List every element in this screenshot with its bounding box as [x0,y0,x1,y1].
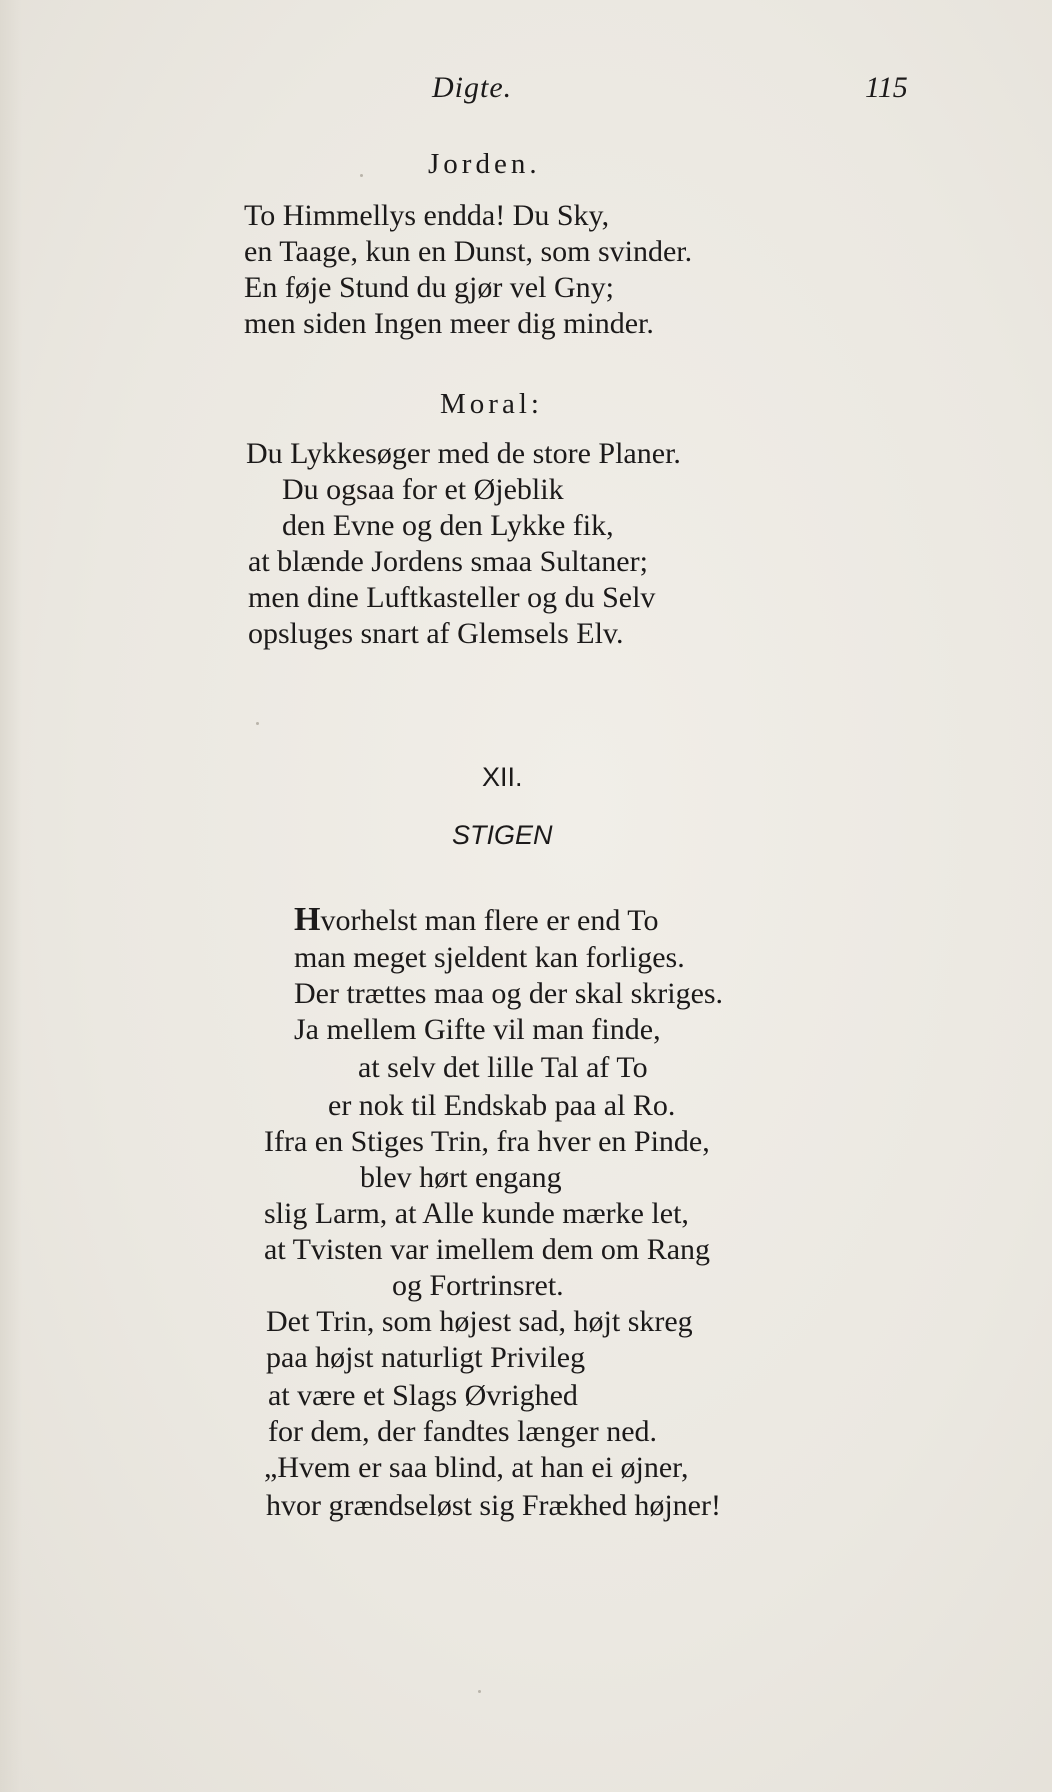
first-line-text: vorhelst man flere er end To [320,904,659,937]
poem-first-line [294,902,659,939]
poem-line: „Hvem er saa blind, at han ei øjner, [264,1451,689,1484]
poem-line: hvor grændseløst sig Frækhed højner! [266,1489,721,1522]
poem-line: Det Trin, som højest sad, højt skreg [266,1305,693,1338]
paper-speck [256,722,259,725]
poem-line: at blænde Jordens smaa Sultaner; [248,545,648,578]
page-number: 115 [865,71,908,104]
poem-line: at selv det lille Tal af To [358,1051,648,1084]
poem-line: er nok til Endskab paa al Ro. [328,1089,676,1122]
poem-line: at være et Slags Øvrighed [268,1379,578,1412]
poem-line: for dem, der fandtes længer ned. [268,1415,658,1448]
running-head: Digte. [432,71,513,104]
poem-number: XII. [482,762,523,792]
poem-title-jorden: Jorden. [428,148,541,180]
poem-line: slig Larm, at Alle kunde mærke let, [264,1197,689,1230]
poem-line: opsluges snart af Glemsels Elv. [248,617,624,650]
poem-line: en Taage, kun en Dunst, som svinder. [244,235,693,268]
paper-speck [360,174,363,177]
poem-title-stigen: STIGEN [452,820,553,850]
poem-line: paa højst naturligt Privileg [266,1341,586,1374]
moral-title: Moral: [440,388,543,420]
poem-line: Der trættes maa og der skal skriges. [294,977,724,1010]
drop-initial: H [294,901,321,938]
poem-line: Du ogsaa for et Øjeblik [282,473,564,506]
poem-line: at Tvisten var imellem dem om Rang [264,1233,711,1266]
poem-line: den Evne og den Lykke fik, [282,509,614,542]
poem-line: men siden Ingen meer dig minder. [244,307,654,340]
poem-line: Ja mellem Gifte vil man finde, [294,1013,661,1046]
poem-line: En føje Stund du gjør vel Gny; [244,271,614,304]
poem-line: og Fortrinsret. [392,1269,564,1302]
page-edge-shadow [0,0,22,1792]
poem-line: blev hørt engang [360,1161,562,1194]
poem-line: man meget sjeldent kan forliges. [294,941,685,974]
paper-speck [478,1690,481,1693]
poem-line: Ifra en Stiges Trin, fra hver en Pinde, [264,1125,710,1158]
poem-line: Du Lykkesøger med de store Planer. [246,437,681,470]
poem-line: men dine Luftkasteller og du Selv [248,581,656,614]
poem-line: To Himmellys endda! Du Sky, [244,199,610,232]
